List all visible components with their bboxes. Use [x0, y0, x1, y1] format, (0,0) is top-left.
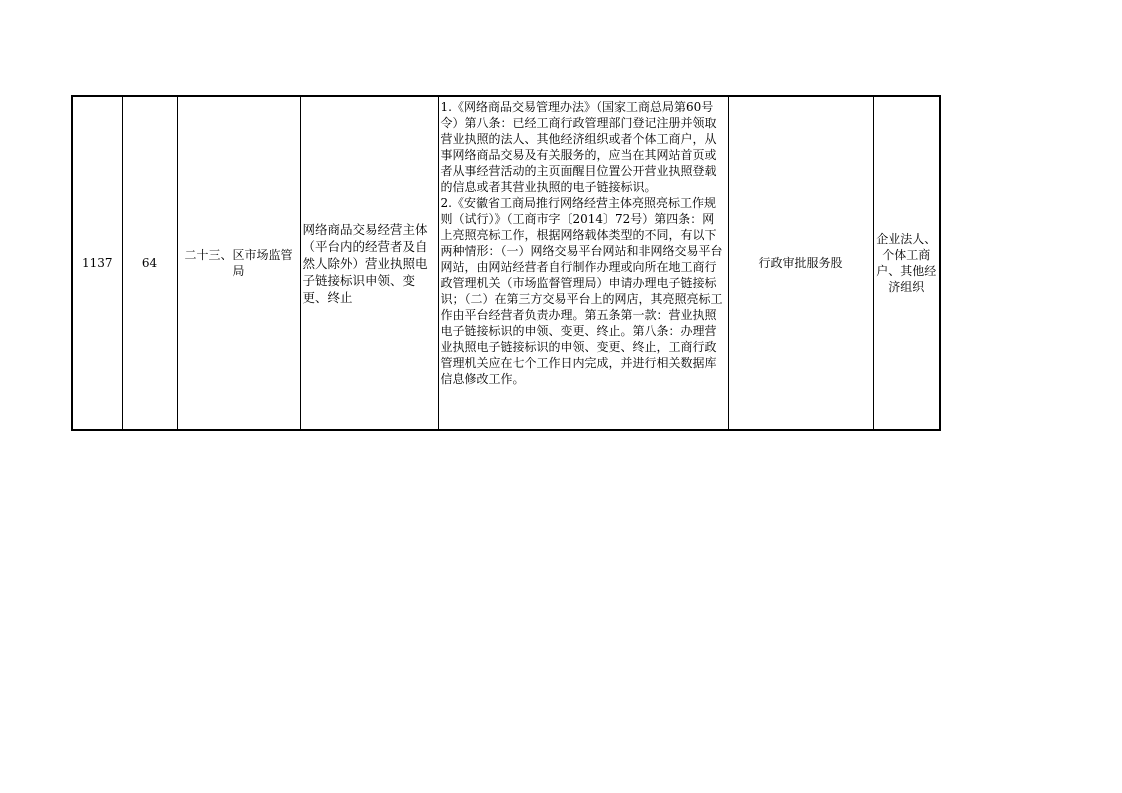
seq-no: 1137: [81, 256, 113, 270]
legal-basis-paragraph-2: 2.《安徽省工商局推行网络经营主体亮照亮标工作规则（试行）》（工商市字〔2014〕72号）第四条：网上亮照亮标工作，根据网络载体类型的不同，有以下两种情形：（一）网络交易平台网站和非网络交易平台网站，由网站经营者自行制作办理或向所在地工商行政管理机关（市场监督管理局）申请办理电子链接标识；（二）在第三方交易平台上的网店，其亮照亮标工作由平台经营者负责办理。第五条第一款：营业执照电子链接标识的申领、变更、终止。第八条：办理营业执照电子链接标识的申领、变更、终止，工商行政管理机关应在七个工作日内完成，并进行相关数据库信息修改工作。: [440, 196, 723, 386]
legal-basis-cell: [438, 96, 728, 430]
license-items-table: [71, 95, 941, 431]
seq-no-cell: [72, 96, 122, 430]
item-no-cell: [122, 96, 177, 430]
target-cell: [873, 96, 940, 430]
department: 二十三、区市场监管局: [184, 248, 293, 278]
table-row: [72, 96, 940, 430]
department-cell: [177, 96, 300, 430]
item-name-cell: [300, 96, 438, 430]
item-no: 64: [141, 256, 158, 270]
handling-unit: 行政审批服务股: [758, 256, 843, 270]
target: 企业法人、个体工商户、其他经济组织: [876, 232, 937, 294]
legal-basis-paragraph-1: 1.《网络商品交易管理办法》（国家工商总局第60号令）第八条：已经工商行政管理部门登记注册并领取营业执照的法人、其他经济组织或者个体工商户，从事网络商品交易及有关服务的，应当在其网站首页或者从事经营活动的主页面醒目位置公开营业执照登载的信息或者其营业执照的电子链接标识。: [440, 100, 717, 194]
item-name: 网络商品交易经营主体（平台内的经营者及自然人除外）营业执照电子链接标识申领、变更、终止: [302, 221, 428, 305]
handling-unit-cell: [728, 96, 873, 430]
